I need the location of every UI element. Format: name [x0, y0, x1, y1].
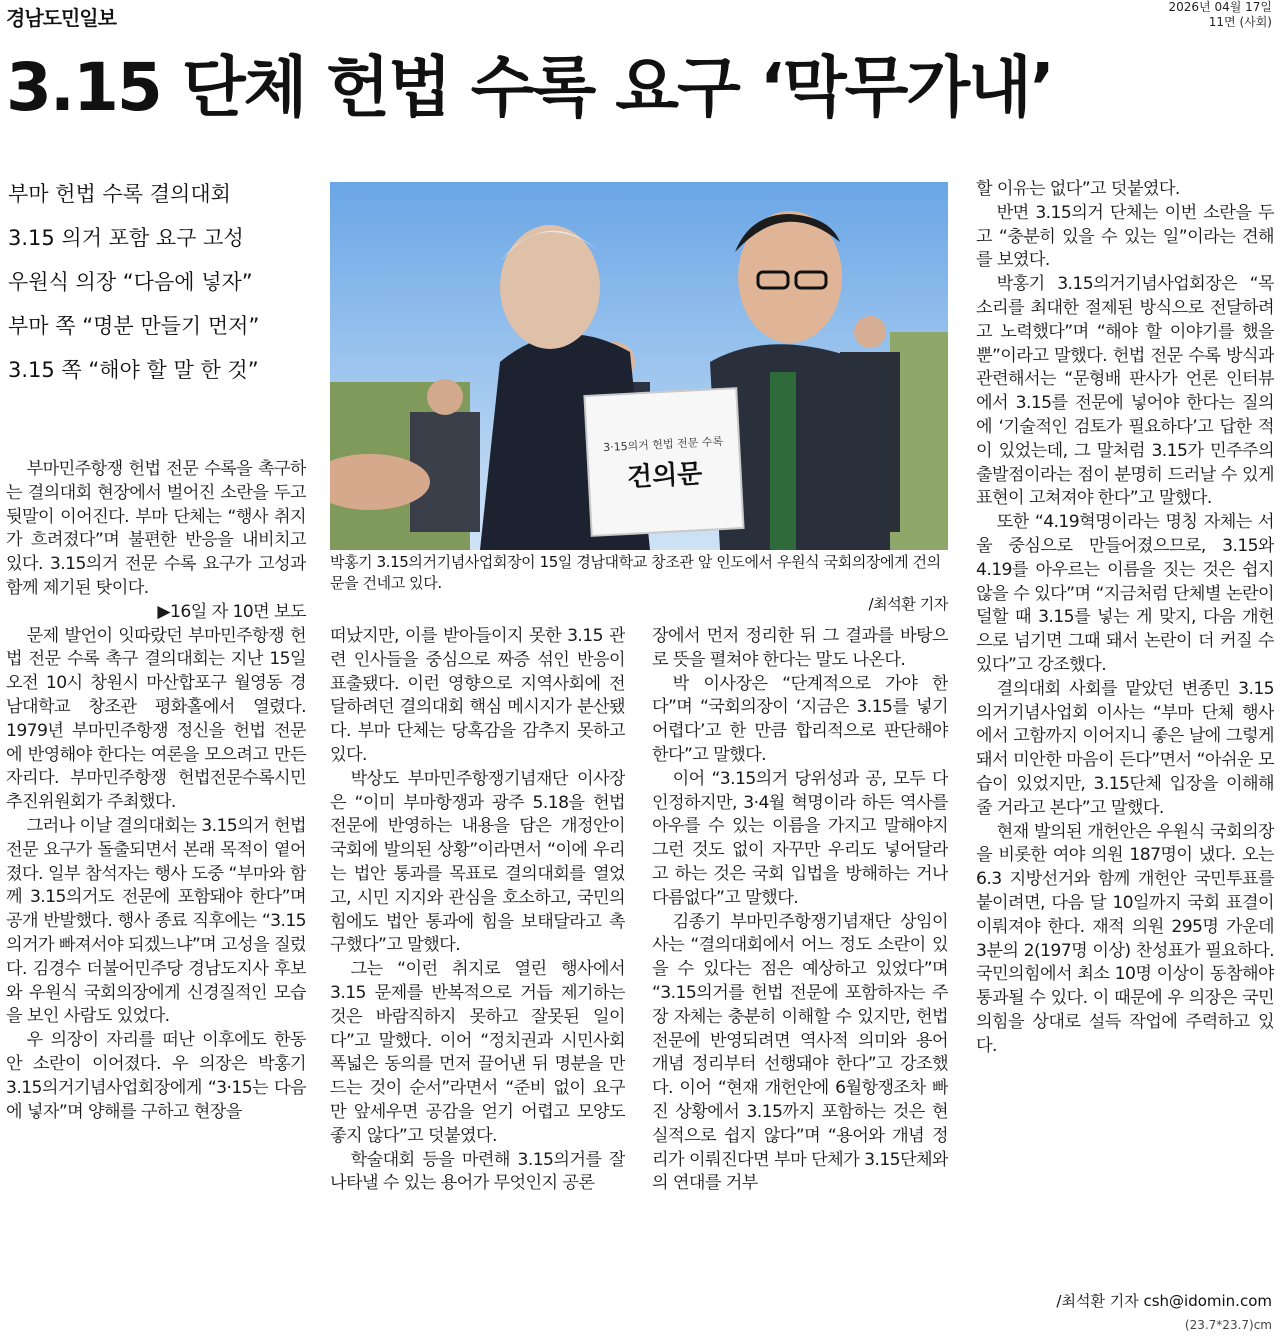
photo-caption — [330, 552, 948, 615]
article-column-3 — [652, 625, 948, 1325]
paragraph: 문제 발언이 잇따랐던 부마민주항쟁 헌법 전문 수록 촉구 결의대회는 지난 15일 오전 10시 창원시 마산합포구 월영동 경남대학교 창조관 평화홀에서 열렸다. 1979년 부마민주항쟁 정신을 헌법 전문에 반영해야 한다는 여론을 모으려고 만든 자리다. 부마민주항쟁 헌법전문수록시민추진위원회가 주최했다. — [6, 625, 306, 813]
paragraph: 할 이유는 없다”고 덧붙였다. — [976, 179, 1180, 199]
article-column-2 — [330, 625, 625, 1325]
paragraph: 반면 3.15의거 단체는 이번 소란을 두고 “충분히 있을 수 있는 일”이라는 견해를 보였다. — [976, 202, 1274, 271]
document-title: 3·15의거 헌법 전문 수록 — [602, 434, 724, 455]
subheadline: 우원식 의장 “다음에 넣자” — [8, 270, 253, 294]
paragraph: 결의대회 사회를 맡았던 변종민 3.15의거기념사업회 이사는 “부마 단체 행사에서 고함까지 이어지니 좋은 날에 그렇게 돼서 미안한 마음이 든다”면서 “아쉬운 모습이 있었지만, 3.15단체 입장을 이해해줄 거라고 본다”고 말했다. — [976, 678, 1274, 818]
photo-illustration — [330, 182, 948, 550]
headline: 3.15 단체 헌법 수록 요구 ‘막무가내’ — [6, 49, 1053, 126]
article-column-1 — [6, 458, 306, 1334]
document-heading: 건의문 — [626, 459, 704, 493]
photo-credit: /최석환 기자 — [868, 595, 948, 613]
caption-text: 박홍기 3.15의거기념사업회장이 15일 경남대학교 창조관 앞 인도에서 우원식 국회의장에게 건의문을 건네고 있다. — [330, 553, 941, 592]
paragraph: 김종기 부마민주항쟁기념재단 상임이사는 “결의대회에서 어느 정도 소란이 있을 수 있다는 점은 예상하고 있었다”며 “3.15의거를 헌법 전문에 포함하자는 주장 자체는 충분히 이해할 수 있지만, 헌법 전문에 반영되려면 역사적 의미와 용어 개념 정리부터 선행돼야 한다”고 강조했다. 이어 “현재 개헌안에 6월항쟁조차 빠진 상황에서 3.15까지 포함하는 것은 현실적으로 쉽지 않다”며 “용어와 개념 정리가 이뤄진다면 부마 단체가 3.15단체와의 연대를 거부 — [652, 911, 948, 1194]
subheadline: 3.15 쪽 “해야 할 말 한 것” — [8, 358, 259, 382]
article-column-4 — [976, 178, 1274, 1286]
paragraph: 그는 “이런 취지로 열린 행사에서 3.15 문제를 반복적으로 거듭 제기하는 것은 바람직하지 못하고 잘못된 일이다”고 말했다. 이어 “정치권과 시민사회 폭넓은 동의를 먼저 끌어낸 뒤 명분을 만드는 것이 순서”라면서 “준비 없이 요구만 앞세우면 공감을 얻기 어렵고 모양도 좋지 않다”고 덧붙였다. — [330, 959, 625, 1146]
article-size-note: (23.7*23.7)cm — [1184, 1318, 1272, 1332]
paragraph: 박상도 부마민주항쟁기념재단 이사장은 “이미 부마항쟁과 광주 5.18을 헌법 전문에 반영하는 내용을 담은 개정안이 국회에 발의된 상황”이라면서 “이에 우리는 법안 통과를 목표로 결의대회를 열었고, 시민 지지와 관심을 호소하고, 국민의힘에도 법안 통과에 힘을 보태달라고 촉구했다”고 말했다. — [330, 768, 625, 956]
lead-paragraph: 부마민주항쟁 헌법 전문 수록을 촉구하는 결의대회 현장에서 벌어진 소란을 두고 뒷말이 이어진다. 부마 단체는 “행사 취지가 흐려졌다”며 불편한 반응을 내비치고 있다. 3.15의거 전문 수록 요구가 고성과 함께 제기된 탓이다. — [6, 459, 306, 598]
paragraph: 우 의장이 자리를 떠난 이후에도 한동안 소란이 이어졌다. 우 의장은 박홍기 3.15의거기념사업회장에게 “3·15는 다음에 넣자”며 양해를 구하고 현장을 — [6, 1030, 306, 1122]
paragraph: 박홍기 3.15의거기념사업회장은 “목소리를 최대한 절제된 방식으로 전달하려고 노력했다”며 “해야 할 이야기를 했을 뿐”이라고 말했다. 헌법 전문 수록 방식과 관련해서는 “문형배 판사가 언론 인터뷰에서 3.15를 전문에 넣어야 한다는 질의에 ‘기술적인 검토가 필요하다’고 답한 적이 있었는데, 그 말처럼 3.15가 민주주의 출발점이라는 점이 분명히 드러날 수 있게 표현이 고쳐져야 한다”고 말했다. — [976, 274, 1274, 509]
subheadline-list — [8, 172, 318, 392]
paragraph: 그러나 이날 결의대회는 3.15의거 헌법 전문 요구가 돌출되면서 본래 목적이 옅어졌다. 일부 참석자는 행사 도중 “부마와 함께 3.15의거도 전문에 포함돼야 한다”며 공개 반발했다. 행사 종료 직후에는 “3.15의거가 빠져서야 되겠느냐”며 고성을 질렀다. 김경수 더불어민주당 경남도지사 후보와 우원식 국회의장에게 신경질적인 모습을 보인 사람도 있었다. — [6, 815, 306, 1027]
publication-date: 2026년 04월 17일 — [1168, 0, 1272, 14]
see-also-reference: ▶16일 자 10면 보도 — [157, 601, 306, 622]
paragraph: 학술대회 등을 마련해 3.15의거를 잘 나타낼 수 있는 용어가 무엇인지 공론 — [330, 1149, 625, 1194]
newspaper-masthead: 경남도민일보 — [6, 6, 116, 30]
paragraph: 박 이사장은 “단계적으로 가야 한다”며 “국회의장이 ‘지금은 3.15를 넣기 어렵다’고 한 만큼 합리적으로 판단해야 한다”고 말했다. — [652, 673, 948, 765]
paragraph: 이어 “3.15의거 당위성과 공, 모두 다 인정하지만, 3·4월 혁명이라 하든 역사를 아우를 수 있는 이름을 가지고 말해야지 그런 것도 없이 자꾸만 우리도 넣어달라고 하는 것은 국회 입법을 방해하는 거나 다름없다”고 말했다. — [652, 768, 948, 908]
news-photo — [330, 182, 948, 550]
subheadline: 부마 헌법 수록 결의대회 — [8, 182, 231, 206]
paragraph: 현재 발의된 개헌안은 우원식 국회의장을 비롯한 여야 의원 187명이 냈다. 오는 6.3 지방선거와 함께 개헌안 국민투표를 붙이려면, 다음 달 10일까지 국회 표결이 이뤄져야 한다. 재적 의원 295명 가운데 3분의 2(197명 이상) 찬성표가 필요하다. 국민의힘에서 최소 10명 이상이 동참해야 통과될 수 있다. 이 때문에 우 의장은 국민의힘을 상대로 설득 작업에 주력하고 있다. — [976, 821, 1274, 1056]
byline: /최석환 기자 csh@idomin.com — [1056, 1292, 1272, 1310]
dateline — [1169, 0, 1272, 30]
paragraph: 떠났지만, 이를 받아들이지 못한 3.15 관련 인사들을 중심으로 짜증 섞인 반응이 표출됐다. 이런 영향으로 지역사회에 전달하려던 결의대회 핵심 메시지가 분산됐다. 부마 단체는 당혹감을 감추지 못하고 있다. — [330, 626, 625, 765]
subheadline: 부마 쪽 “명분 만들기 먼저” — [8, 314, 260, 338]
subheadline: 3.15 의거 포함 요구 고성 — [8, 226, 244, 250]
paragraph: 장에서 먼저 정리한 뒤 그 결과를 바탕으로 뜻을 펼쳐야 한다는 말도 나온다. — [652, 626, 948, 670]
paragraph: 또한 “4.19혁명이라는 명칭 자체는 서울 중심으로 만들어졌으므로, 3.15와 4.19를 아우르는 이름을 짓는 것은 쉽지 않을 수 있다”며 “지금처럼 단체별 논란이 덜할 때 3.15를 넣는 게 맞지, 다음 개헌으로 넘기면 그때 돼서 논란이 더 커질 수 있다”고 강조했다. — [976, 512, 1274, 675]
page-section: 11면 (사회) — [1208, 15, 1272, 29]
